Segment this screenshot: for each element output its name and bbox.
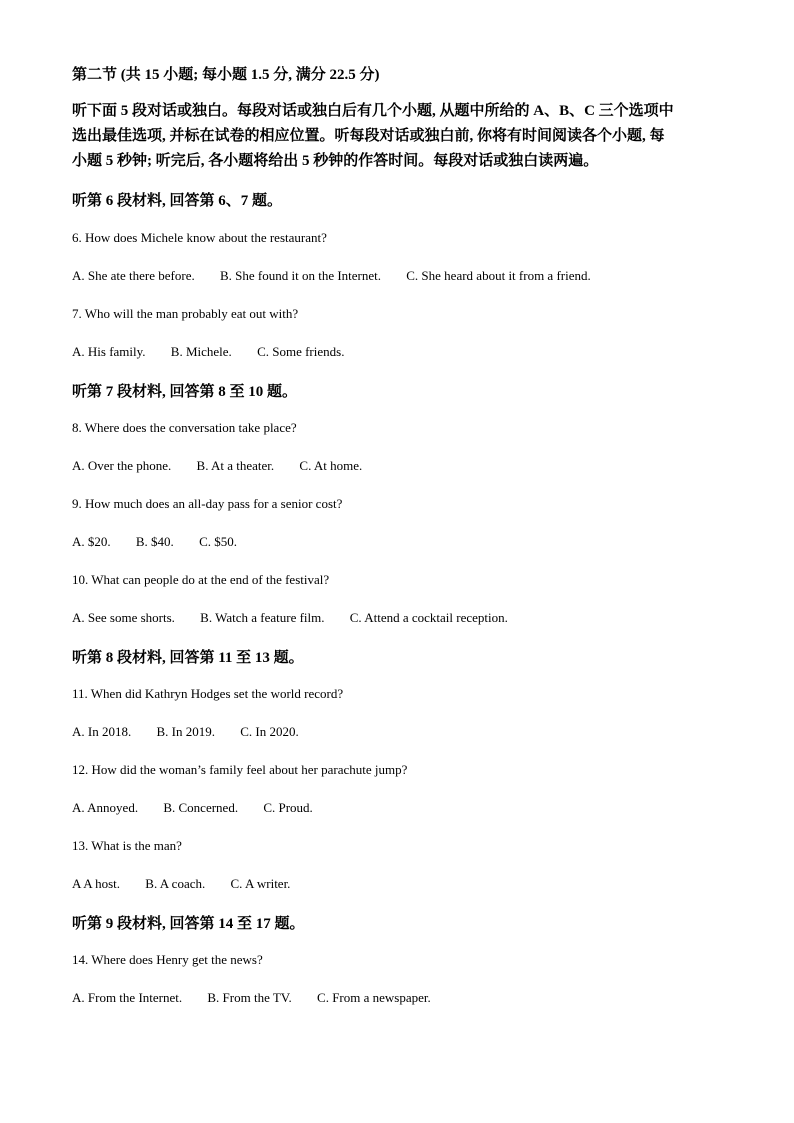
option-b: B. Concerned. bbox=[163, 800, 239, 815]
option-c: C. In 2020. bbox=[240, 724, 299, 739]
option-a: A. $20. bbox=[72, 534, 111, 549]
part-heading: 听第 8 段材料, 回答第 11 至 13 题。 bbox=[72, 650, 304, 666]
option-c: C. At home. bbox=[299, 458, 363, 473]
option-c: C. From a newspaper. bbox=[317, 990, 431, 1005]
question-text: 10. What can people do at the end of the festival? bbox=[72, 572, 330, 587]
option-b: B. At a theater. bbox=[196, 458, 275, 473]
option-row bbox=[72, 990, 453, 1006]
option-b: B. Watch a feature film. bbox=[200, 610, 325, 625]
question-text: 14. Where does Henry get the news? bbox=[72, 952, 263, 967]
instructions bbox=[72, 99, 722, 174]
question-text: 13. What is the man? bbox=[72, 838, 182, 853]
option-c: C. Attend a cocktail reception. bbox=[349, 610, 508, 625]
part-heading: 听第 6 段材料, 回答第 6、7 题。 bbox=[72, 193, 283, 209]
part-heading: 听第 9 段材料, 回答第 14 至 17 题。 bbox=[72, 916, 305, 932]
question-text: 11. When did Kathryn Hodges set the world record? bbox=[72, 686, 344, 701]
option-a: A. In 2018. bbox=[72, 724, 132, 739]
question-text: 12. How did the woman’s family feel about her parachute jump? bbox=[72, 762, 408, 777]
option-a: A. From the Internet. bbox=[72, 990, 183, 1005]
option-row bbox=[72, 534, 259, 550]
option-row bbox=[72, 876, 312, 892]
option-b: B. $40. bbox=[135, 534, 174, 549]
question-text: 9. How much does an all-day pass for a senior cost? bbox=[72, 496, 343, 511]
question-text: 6. How does Michele know about the restaurant? bbox=[72, 230, 327, 245]
option-a: A. His family. bbox=[72, 344, 146, 359]
option-c: C. A writer. bbox=[230, 876, 291, 891]
option-c: C. $50. bbox=[199, 534, 237, 549]
option-a: A. See some shorts. bbox=[72, 610, 175, 625]
part-heading: 听第 7 段材料, 回答第 8 至 10 题。 bbox=[72, 384, 298, 400]
option-b: B. She found it on the Internet. bbox=[219, 268, 382, 283]
option-c: C. Proud. bbox=[263, 800, 313, 815]
instruction-line: 听下面 5 段对话或独白。每段对话或独白后有几个小题, 从题中所给的 A、B、C 三个选项中 bbox=[72, 103, 674, 119]
option-a: A A host. bbox=[72, 876, 121, 891]
option-b: B. Michele. bbox=[170, 344, 232, 359]
option-row bbox=[72, 724, 321, 740]
option-b: B. In 2019. bbox=[156, 724, 215, 739]
option-row bbox=[72, 800, 335, 816]
option-row bbox=[72, 610, 530, 626]
question-text: 8. Where does the conversation take place? bbox=[72, 420, 297, 435]
option-a: A. She ate there before. bbox=[72, 268, 195, 283]
option-c: C. Some friends. bbox=[257, 344, 345, 359]
option-b: B. A coach. bbox=[145, 876, 206, 891]
option-c: C. She heard about it from a friend. bbox=[406, 268, 591, 283]
option-a: A. Annoyed. bbox=[72, 800, 139, 815]
section-title: 第二节 (共 15 小题; 每小题 1.5 分, 满分 22.5 分) bbox=[72, 67, 380, 83]
option-row bbox=[72, 458, 384, 474]
option-row bbox=[72, 268, 613, 284]
option-a: A. Over the phone. bbox=[72, 458, 172, 473]
option-row bbox=[72, 344, 366, 360]
instruction-line: 选出最佳选项, 并标在试卷的相应位置。听每段对话或独白前, 你将有时间阅读各个小题, 每 bbox=[72, 128, 665, 144]
instruction-line: 小题 5 秒钟; 听完后, 各小题将给出 5 秒钟的作答时间。每段对话或独白读两遍。 bbox=[72, 153, 599, 169]
question-text: 7. Who will the man probably eat out with? bbox=[72, 306, 299, 321]
option-b: B. From the TV. bbox=[207, 990, 292, 1005]
